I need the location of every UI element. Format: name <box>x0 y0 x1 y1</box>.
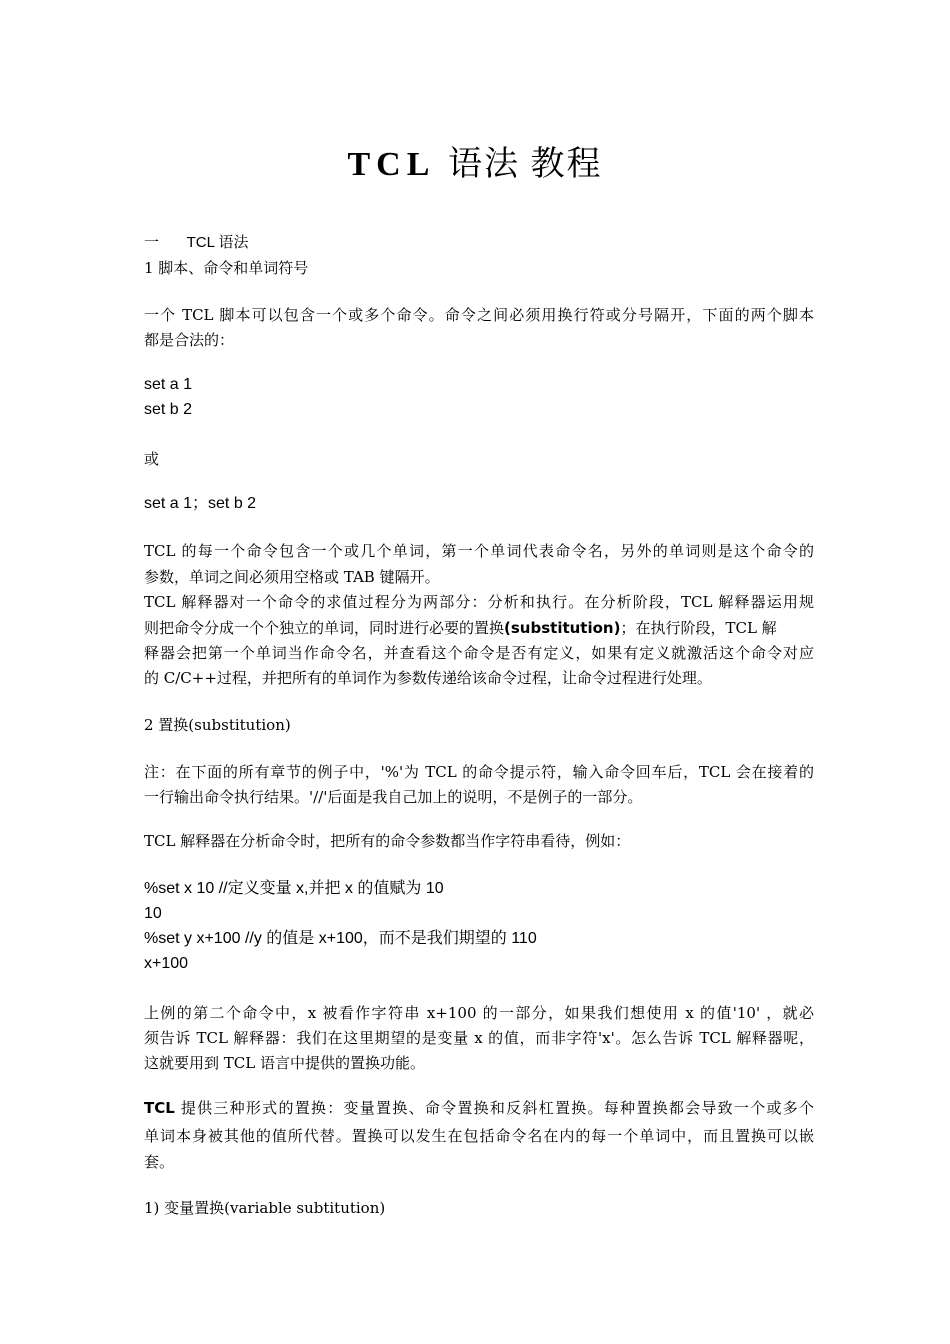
section3-heading: 1) 变量置换(variable subtitution) <box>144 1199 386 1217</box>
section1-title: TCL 语法 <box>186 234 249 251</box>
code-line: set a 1；set b 2 <box>144 495 257 512</box>
note-line-1: 注：在下面的所有章节的例子中，'%'为 TCL 的命令提示符，输入命令回车后，TCL 会在接着的 <box>144 763 814 781</box>
paragraph-3-line-2 <box>144 616 814 640</box>
code-line: %set x 10 //定义变量 x,并把 x 的值赋为 10 <box>144 880 444 897</box>
paragraph-3-line-2-c: ；在执行阶段，TCL 解 <box>620 619 777 637</box>
paragraph-5-line-1: 上例的第二个命令中，x 被看作字符串 x+100 的一部分，如果我们想使用 x 的值'10' ，就必 <box>144 1004 814 1022</box>
code-line: 10 <box>144 905 162 922</box>
paragraph-3-line-1: TCL 解释器对一个命令的求值过程分为两部分：分析和执行。在分析阶段，TCL 解释器运用规 <box>144 593 814 611</box>
paragraph-1-line-2: 都是合法的： <box>144 331 235 349</box>
code-line: x+100 <box>144 955 189 972</box>
title-cjk: 语法 教程 <box>448 146 603 183</box>
paragraph-2-line-1: TCL 的每一个命令包含一个或几个单词，第一个单词代表命令名，另外的单词则是这个命令的 <box>144 542 814 560</box>
paragraph-6-line-3: 套。 <box>144 1153 175 1171</box>
paragraph-4: TCL 解释器在分析命令时，把所有的命令参数都当作字符串看待，例如： <box>144 832 631 850</box>
page-title <box>0 136 950 185</box>
paragraph-5-line-3: 这就要用到 TCL 语言中提供的置换功能。 <box>144 1054 425 1072</box>
paragraph-3-line-3: 释器会把第一个单词当作命令名，并查看这个命令是否有定义，如果有定义就激活这个命令对应 <box>144 644 814 662</box>
note-line-2: 一行输出命令执行结果。'//'后面是我自己加上的说明，不是例子的一部分。 <box>144 788 643 806</box>
or-text: 或 <box>144 450 160 468</box>
code-line: set a 1 <box>144 376 193 393</box>
paragraph-2-line-2: 参数，单词之间必须用空格或 TAB 键隔开。 <box>144 568 440 586</box>
subsection1-heading: 1 脚本、命令和单词符号 <box>144 259 309 277</box>
section2-heading: 2 置换(substitution) <box>144 716 291 734</box>
tcl-bold-term: TCL <box>144 1099 175 1117</box>
paragraph-1-line-1: 一个 TCL 脚本可以包含一个或多个命令。命令之间必须用换行符或分号隔开，下面的两个脚本 <box>144 306 814 324</box>
code-line: set b 2 <box>144 401 193 418</box>
paragraph-5-line-2: 须告诉 TCL 解释器：我们在这里期望的是变量 x 的值，而非字符'x'。怎么告诉 TCL 解释器呢， <box>144 1029 814 1047</box>
paragraph-6-line-1 <box>144 1096 814 1120</box>
code-line: %set y x+100 //y 的值是 x+100，而不是我们期望的 110 <box>144 930 537 947</box>
paragraph-6-line-1-rest: 提供三种形式的置换：变量置换、命令置换和反斜杠置换。每种置换都会导致一个或多个 <box>174 1099 814 1117</box>
title-latin: TCL <box>347 146 434 183</box>
paragraph-3-line-4: 的 C/C++过程，并把所有的单词作为参数传递给该命令过程，让命令过程进行处理。 <box>144 669 712 687</box>
paragraph-6-line-2: 单词本身被其他的值所代替。置换可以发生在包括命令名在内的每一个单词中，而且置换可以嵌 <box>144 1127 814 1145</box>
paragraph-3-line-2-a: 则把命令分成一个个独立的单词，同时进行必要的置换 <box>144 619 505 637</box>
substitution-term: (substitution) <box>504 619 621 637</box>
section1-heading <box>144 230 814 255</box>
section1-number: 一 <box>144 233 160 251</box>
